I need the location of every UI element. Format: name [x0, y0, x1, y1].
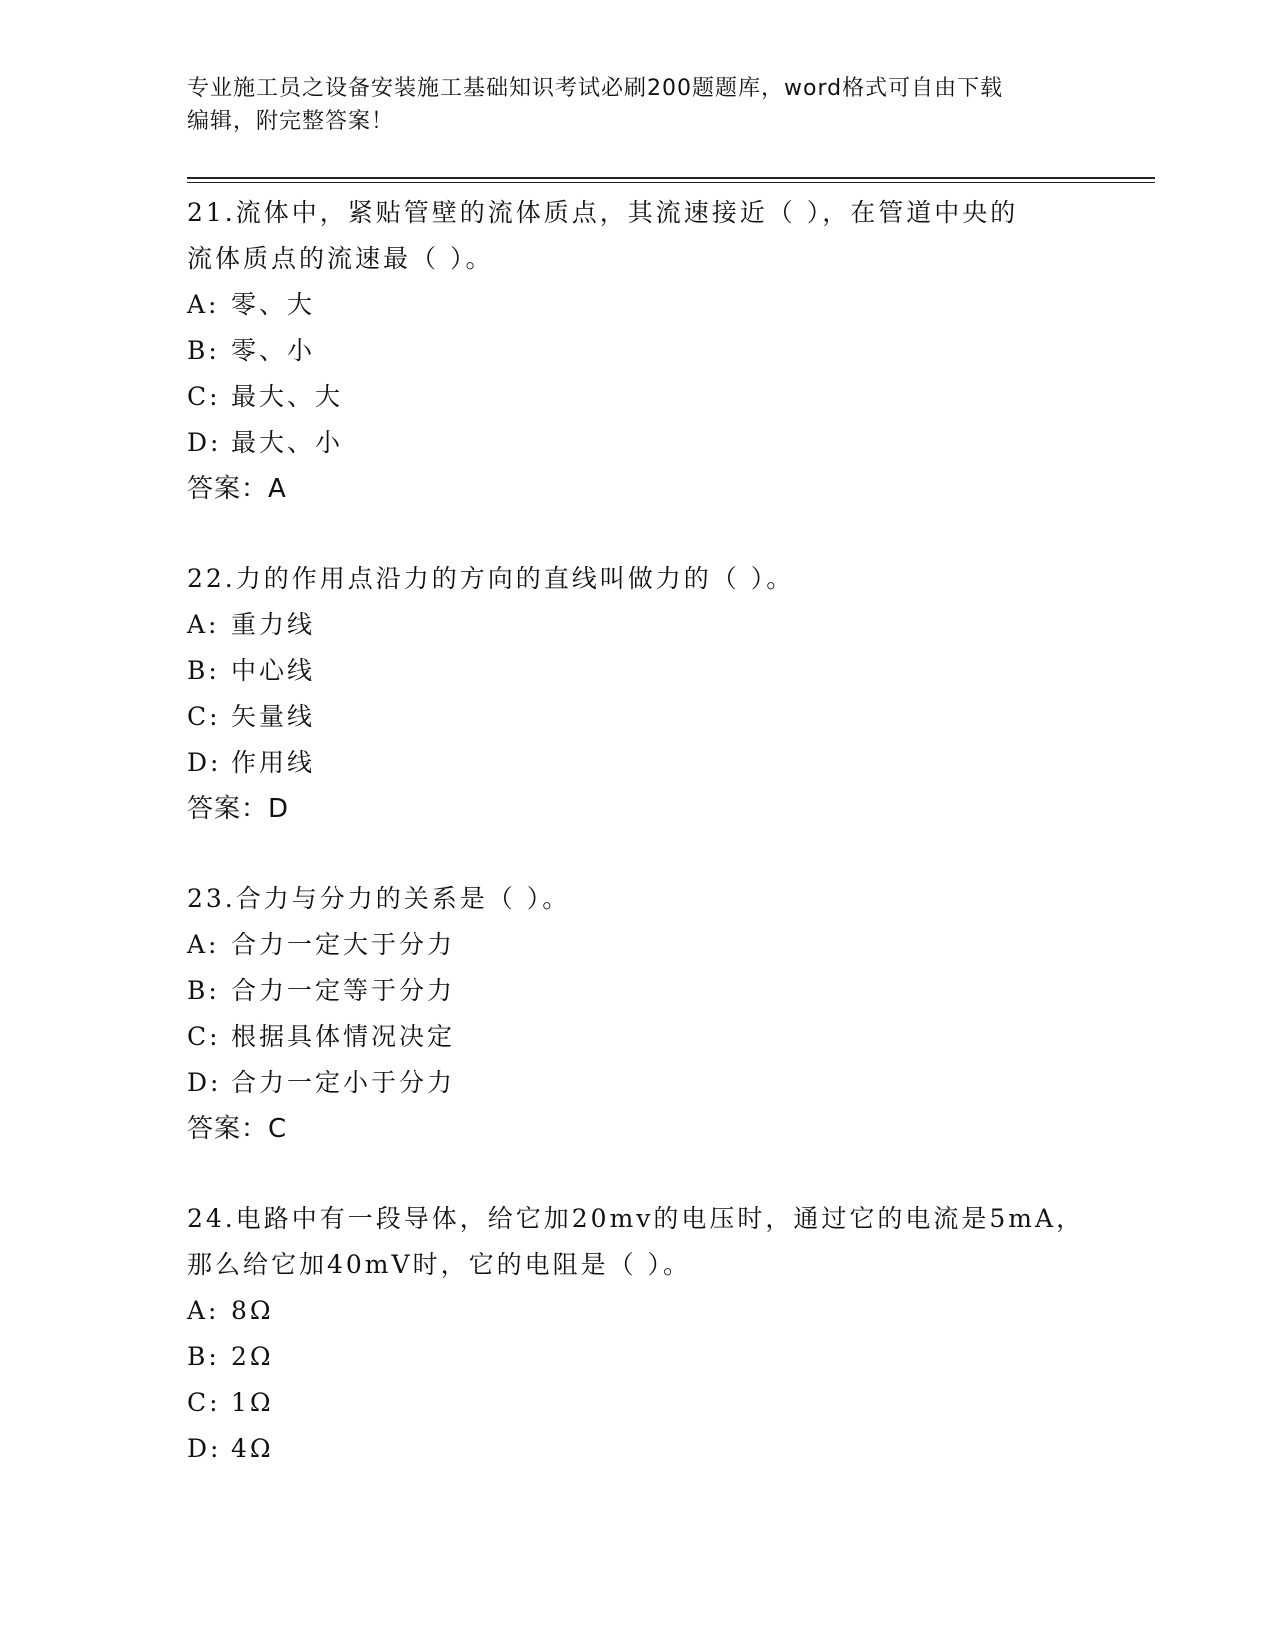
question-21: [187, 190, 1087, 512]
option-letter: D:: [187, 1434, 222, 1463]
option-a: [187, 1288, 1087, 1334]
document-header: [187, 72, 1087, 138]
question-line: 21.流体中，紧贴管壁的流体质点，其流速接近（ ），在管道中央的: [187, 198, 1019, 227]
option-text: 合力一定等于分力: [231, 976, 456, 1005]
option-letter: B:: [187, 976, 220, 1005]
question-22: [187, 556, 1087, 832]
option-letter: C:: [187, 702, 221, 731]
question-23: [187, 876, 1087, 1152]
answer-line: 答案：D: [187, 794, 290, 824]
option-letter: C:: [187, 382, 221, 411]
option-c: [187, 1380, 1087, 1426]
option-text: 4Ω: [231, 1434, 274, 1463]
option-text: 最大、小: [231, 428, 344, 457]
option-text: 中心线: [231, 656, 316, 685]
option-d: [187, 1426, 1087, 1472]
option-d: [187, 740, 1087, 786]
question-line: 22.力的作用点沿力的方向的直线叫做力的（ ）。: [187, 564, 795, 593]
question-text: [187, 190, 1087, 282]
option-text: 最大、大: [231, 382, 344, 411]
option-text: 作用线: [231, 748, 316, 777]
question-line: 流体质点的流速最（ ）。: [187, 244, 494, 273]
option-letter: B:: [187, 656, 220, 685]
option-text: 零、小: [231, 336, 316, 365]
option-text: 2Ω: [231, 1342, 274, 1371]
option-text: 1Ω: [231, 1388, 274, 1417]
option-c: [187, 374, 1087, 420]
option-text: 合力一定小于分力: [231, 1068, 456, 1097]
question-24: [187, 1196, 1087, 1472]
option-a: [187, 602, 1087, 648]
option-letter: A:: [187, 290, 220, 319]
option-c: [187, 1014, 1087, 1060]
option-c: [187, 694, 1087, 740]
option-letter: A:: [187, 1296, 220, 1325]
option-letter: D:: [187, 748, 222, 777]
header-line-2: 编辑，附完整答案！: [187, 109, 395, 134]
question-text: [187, 556, 1087, 602]
header-line-1: 专业施工员之设备安装施工基础知识考试必刷200题题库，word格式可自由下载: [187, 76, 1004, 101]
option-b: [187, 1334, 1087, 1380]
option-text: 合力一定大于分力: [231, 930, 456, 959]
option-text: 根据具体情况决定: [231, 1022, 456, 1051]
question-text: [187, 1196, 1087, 1288]
option-letter: D:: [187, 428, 222, 457]
option-text: 零、大: [231, 290, 316, 319]
question-line: 那么给它加40mV时，它的电阻是（ ）。: [187, 1250, 692, 1279]
option-letter: C:: [187, 1022, 221, 1051]
answer-line: 答案：C: [187, 1114, 288, 1144]
option-a: [187, 282, 1087, 328]
option-d: [187, 420, 1087, 466]
option-d: [187, 1060, 1087, 1106]
option-letter: D:: [187, 1068, 222, 1097]
header-divider: [187, 177, 1155, 183]
option-letter: B:: [187, 1342, 220, 1371]
question-line: 24.电路中有一段导体，给它加20mv的电压时，通过它的电流是5mA，: [187, 1204, 1085, 1233]
option-text: 重力线: [231, 610, 316, 639]
option-letter: C:: [187, 1388, 221, 1417]
option-b: [187, 328, 1087, 374]
question-line: 23.合力与分力的关系是（ ）。: [187, 884, 571, 913]
question-text: [187, 876, 1087, 922]
option-b: [187, 648, 1087, 694]
option-letter: B:: [187, 336, 220, 365]
option-text: 8Ω: [231, 1296, 274, 1325]
option-letter: A:: [187, 610, 220, 639]
option-text: 矢量线: [231, 702, 316, 731]
option-a: [187, 922, 1087, 968]
answer-line: 答案：A: [187, 474, 287, 504]
option-b: [187, 968, 1087, 1014]
question-list: [187, 190, 1087, 1516]
option-letter: A:: [187, 930, 220, 959]
